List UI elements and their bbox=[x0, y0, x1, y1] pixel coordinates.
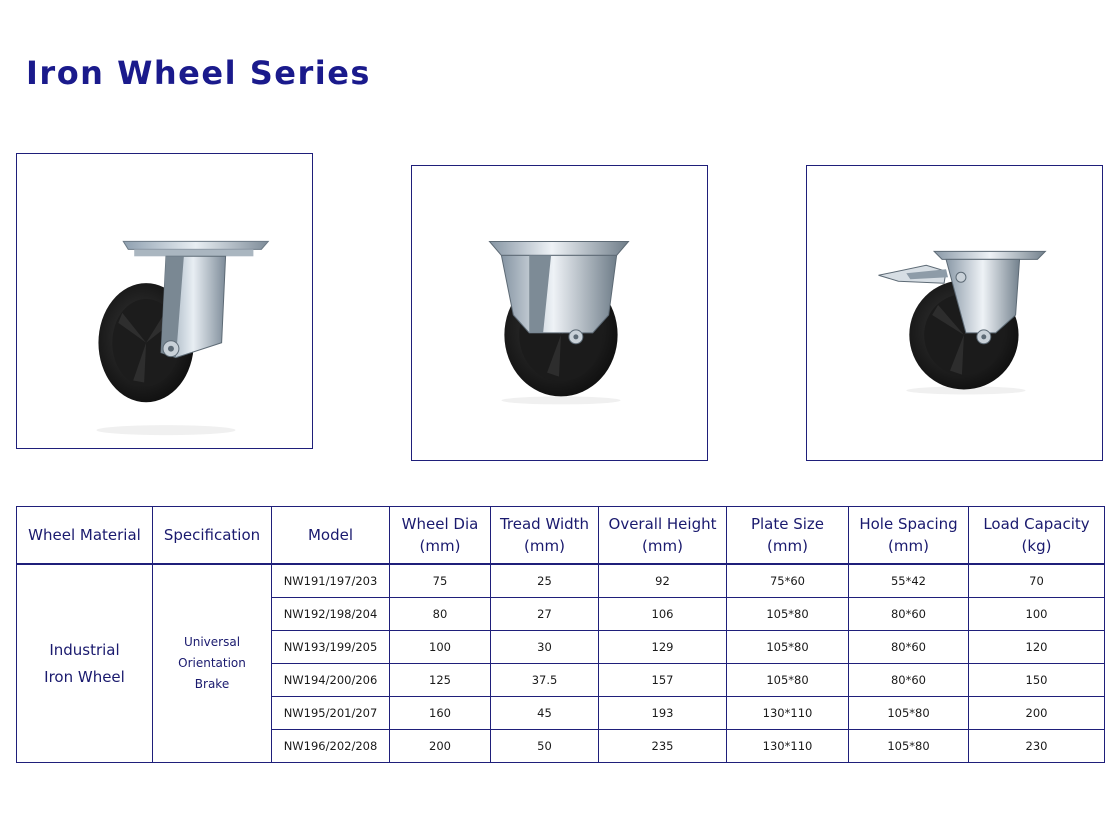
cell-tread-width: 27 bbox=[491, 598, 599, 631]
swivel-caster-icon bbox=[17, 154, 312, 448]
cell-plate-size: 75*60 bbox=[727, 564, 849, 598]
cell-overall-height: 92 bbox=[599, 564, 727, 598]
cell-hole-spacing: 55*42 bbox=[849, 564, 969, 598]
cell-model: NW192/198/204 bbox=[272, 598, 390, 631]
cell-hole-spacing: 105*80 bbox=[849, 730, 969, 763]
product-photo-fixed bbox=[411, 165, 708, 461]
brake-caster-icon bbox=[807, 166, 1102, 460]
cell-overall-height: 129 bbox=[599, 631, 727, 664]
cell-hole-spacing: 80*60 bbox=[849, 664, 969, 697]
cell-model: NW194/200/206 bbox=[272, 664, 390, 697]
table-row bbox=[17, 564, 1105, 598]
cell-tread-width: 30 bbox=[491, 631, 599, 664]
product-photo-brake bbox=[806, 165, 1103, 461]
cell-load-capacity: 230 bbox=[969, 730, 1105, 763]
table-header-row bbox=[17, 507, 1105, 565]
page-title: Iron Wheel Series bbox=[26, 54, 371, 92]
cell-overall-height: 235 bbox=[599, 730, 727, 763]
cell-specification: Universal Orientation Brake bbox=[153, 564, 272, 763]
cell-load-capacity: 100 bbox=[969, 598, 1105, 631]
cell-plate-size: 130*110 bbox=[727, 730, 849, 763]
cell-model: NW191/197/203 bbox=[272, 564, 390, 598]
header-wheel-dia: Wheel Dia (mm) bbox=[390, 507, 491, 565]
cell-wheel-dia: 100 bbox=[390, 631, 491, 664]
header-tread-width: Tread Width (mm) bbox=[491, 507, 599, 565]
cell-tread-width: 45 bbox=[491, 697, 599, 730]
cell-wheel-dia: 160 bbox=[390, 697, 491, 730]
header-plate-size: Plate Size (mm) bbox=[727, 507, 849, 565]
header-hole-spacing: Hole Spacing (mm) bbox=[849, 507, 969, 565]
cell-hole-spacing: 80*60 bbox=[849, 631, 969, 664]
spec-table bbox=[16, 506, 1105, 763]
cell-plate-size: 105*80 bbox=[727, 664, 849, 697]
cell-overall-height: 193 bbox=[599, 697, 727, 730]
cell-load-capacity: 150 bbox=[969, 664, 1105, 697]
fixed-caster-icon bbox=[412, 166, 707, 460]
header-load-capacity: Load Capacity (kg) bbox=[969, 507, 1105, 565]
cell-wheel-dia: 200 bbox=[390, 730, 491, 763]
cell-wheel-material: Industrial Iron Wheel bbox=[17, 564, 153, 763]
cell-model: NW193/199/205 bbox=[272, 631, 390, 664]
header-wheel-material: Wheel Material bbox=[17, 507, 153, 565]
cell-load-capacity: 70 bbox=[969, 564, 1105, 598]
cell-wheel-dia: 125 bbox=[390, 664, 491, 697]
cell-plate-size: 105*80 bbox=[727, 598, 849, 631]
cell-wheel-dia: 75 bbox=[390, 564, 491, 598]
cell-hole-spacing: 80*60 bbox=[849, 598, 969, 631]
cell-load-capacity: 120 bbox=[969, 631, 1105, 664]
header-specification: Specification bbox=[153, 507, 272, 565]
cell-tread-width: 37.5 bbox=[491, 664, 599, 697]
header-overall-height: Overall Height (mm) bbox=[599, 507, 727, 565]
cell-hole-spacing: 105*80 bbox=[849, 697, 969, 730]
product-photo-swivel bbox=[16, 153, 313, 449]
cell-tread-width: 25 bbox=[491, 564, 599, 598]
cell-model: NW196/202/208 bbox=[272, 730, 390, 763]
cell-load-capacity: 200 bbox=[969, 697, 1105, 730]
cell-overall-height: 157 bbox=[599, 664, 727, 697]
cell-plate-size: 105*80 bbox=[727, 631, 849, 664]
cell-plate-size: 130*110 bbox=[727, 697, 849, 730]
cell-overall-height: 106 bbox=[599, 598, 727, 631]
cell-model: NW195/201/207 bbox=[272, 697, 390, 730]
header-model: Model bbox=[272, 507, 390, 565]
cell-wheel-dia: 80 bbox=[390, 598, 491, 631]
cell-tread-width: 50 bbox=[491, 730, 599, 763]
